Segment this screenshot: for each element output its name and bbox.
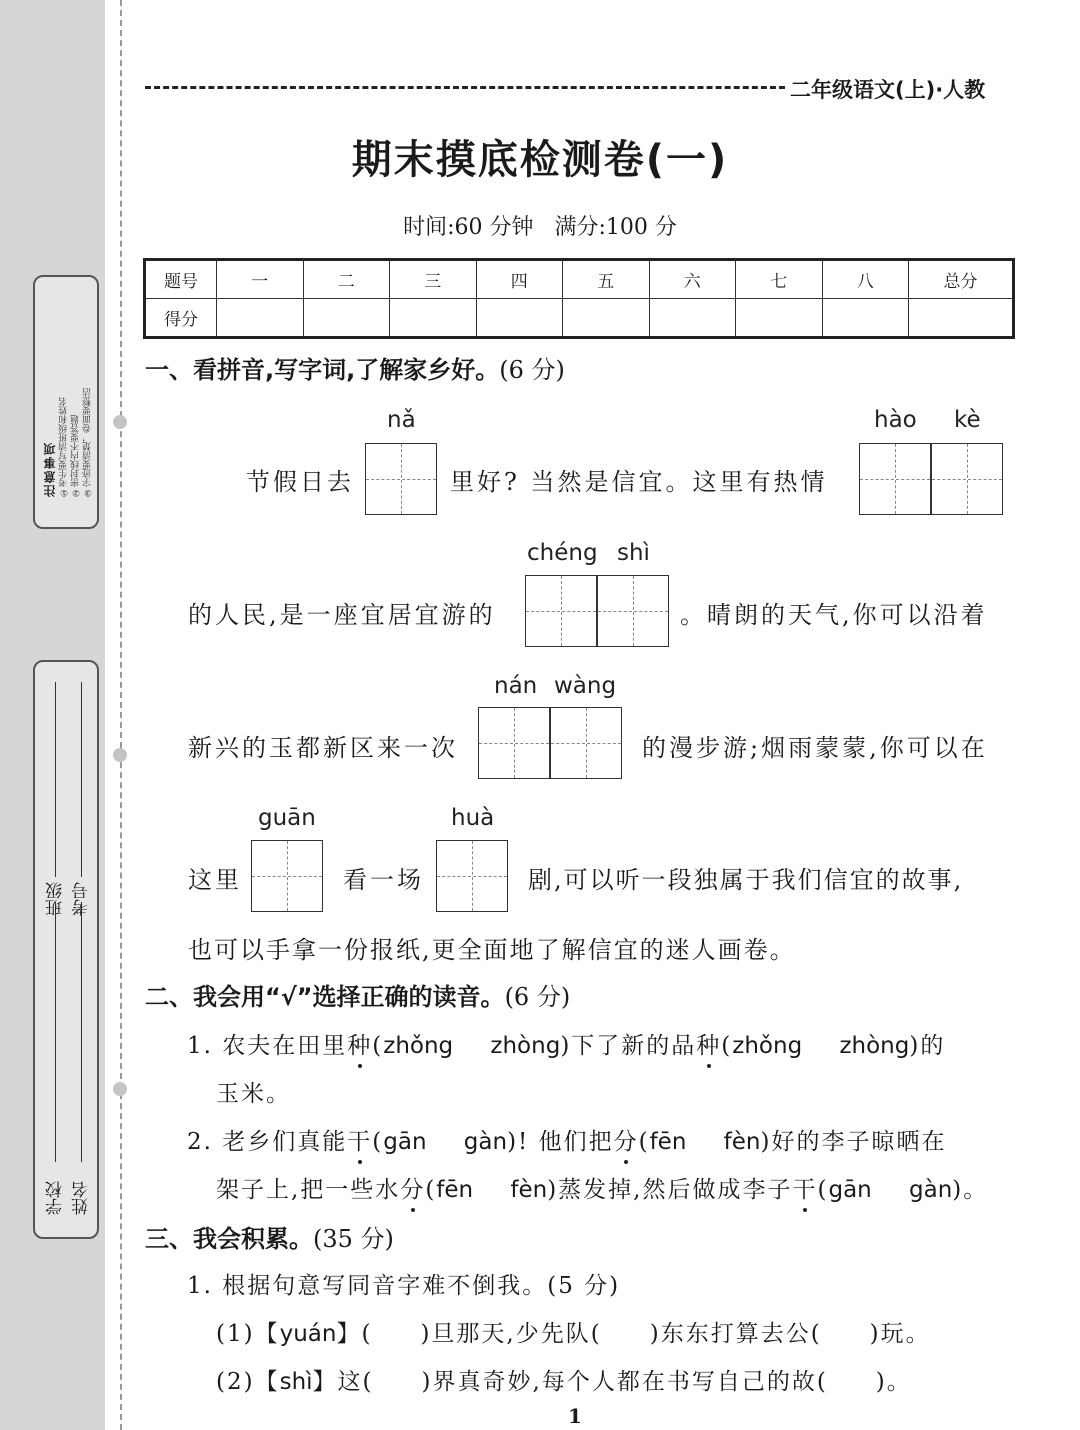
table-cell: 四 (476, 260, 563, 299)
page-number: 1 (568, 1404, 582, 1428)
header-dash-line (145, 86, 785, 89)
question-text: )。 (875, 1369, 912, 1395)
page-title: 期末摸底检测卷(一) (351, 137, 729, 183)
section-1-heading (145, 350, 565, 385)
paren: ( (721, 1033, 733, 1059)
question-2-2-line-1: 2. 老乡们真能干(gān gàn)! 他们把分(fēn fèn)好的李子晾晒在 (187, 1123, 946, 1156)
question-3-1-item-2 (216, 1363, 912, 1396)
pinyin: kè (954, 407, 981, 433)
passage-text: 。晴朗的天气,你可以沿着 (680, 601, 988, 629)
question-text: (2)【 (216, 1369, 280, 1395)
exam-number-line[interactable] (81, 682, 82, 877)
question-text: )。 (952, 1177, 989, 1203)
dotted-character: 干 (347, 1123, 372, 1156)
writing-grid[interactable] (597, 575, 669, 647)
seal-dot (113, 748, 127, 762)
dotted-character: 种 (347, 1027, 372, 1060)
question-text: )蒸发掉,然后做成李子 (547, 1177, 793, 1203)
table-cell: 总分 (909, 260, 1014, 299)
notice-item: ③字迹要清楚，卷面要整洁 (83, 388, 93, 497)
question-text: )东东打算去公( (649, 1321, 822, 1347)
score-cell[interactable] (736, 299, 823, 338)
passage-text: 这里 (188, 866, 242, 894)
pinyin: chéng (527, 540, 598, 566)
score-cell[interactable] (303, 299, 390, 338)
writing-grid[interactable] (365, 443, 437, 515)
score-cell[interactable] (563, 299, 650, 338)
question-text: )好的李子晾晒在 (760, 1129, 947, 1155)
question-text: )旦那天,少先队( (420, 1321, 602, 1347)
pinyin-option[interactable]: fēn (436, 1177, 474, 1203)
seal-dot (113, 415, 127, 429)
exam-info: 时间:60 分钟 满分:100 分 (403, 215, 677, 240)
pinyin: nǎ (387, 407, 416, 433)
paren: ( (372, 1033, 384, 1059)
passage-text: 也可以手拿一份报纸,更全面地了解信宜的迷人画卷。 (188, 936, 796, 964)
passage-text: 里好? 当然是信宜。这里有热情 (450, 468, 828, 496)
passage-text: 的人民,是一座宜居宜游的 (188, 601, 496, 629)
pinyin: shì (279, 1369, 313, 1395)
pinyin-option[interactable]: gān (383, 1129, 427, 1155)
pinyin-option[interactable]: zhǒng (383, 1033, 454, 1059)
pinyin-option[interactable]: zhòng (490, 1033, 561, 1059)
writing-grid[interactable] (525, 575, 597, 647)
score-cell[interactable] (649, 299, 736, 338)
section-2-heading (145, 977, 570, 1012)
school-line[interactable] (55, 902, 56, 1162)
passage-text: 新兴的玉都新区来一次 (188, 734, 458, 762)
passage-text: 剧,可以听一段独属于我们信宜的故事, (528, 866, 964, 894)
question-text: (1)【 (216, 1321, 280, 1347)
pinyin: wàng (554, 673, 617, 699)
notice-item: ②密封线内不要答题 (71, 415, 81, 497)
class-line[interactable] (55, 682, 56, 877)
passage-text: 的漫步游;烟雨蒙蒙,你可以在 (642, 734, 988, 762)
table-cell: 一 (217, 260, 304, 299)
grade-label: 二年级语文(上)·人教 (790, 78, 986, 102)
school-label: 学校 (46, 1181, 66, 1215)
question-3-1-item-1 (216, 1315, 931, 1348)
pinyin: nán (494, 673, 538, 699)
notice-item: ①考生要写清班级和姓名 (59, 397, 69, 497)
name-line[interactable] (81, 902, 82, 1162)
exam-number-label: 考号 (72, 882, 92, 916)
pinyin: hào (874, 407, 917, 433)
table-cell: 八 (822, 260, 909, 299)
section-points: (35 分) (313, 1225, 394, 1253)
section-points: (6 分) (499, 356, 565, 384)
student-info-box (33, 660, 99, 1239)
question-2-1-line-2: 玉米。 (216, 1081, 291, 1107)
pinyin-option[interactable]: fèn (723, 1129, 761, 1155)
section-title: 三、我会积累。 (145, 1225, 313, 1253)
dotted-character: 分 (614, 1123, 639, 1156)
pinyin: huà (451, 805, 495, 831)
question-text: 架子上,把一些水 (216, 1177, 401, 1203)
dotted-character: 种 (696, 1027, 721, 1060)
score-cell[interactable] (909, 299, 1014, 338)
writing-grid[interactable] (859, 443, 931, 515)
question-text: 】( (336, 1321, 373, 1347)
question-3-1: 1. 根据句意写同音字难不倒我。(5 分) (187, 1273, 621, 1299)
class-label: 班级 (46, 882, 66, 916)
pinyin-option[interactable]: fèn (510, 1177, 548, 1203)
question-text: )下了新的品 (560, 1033, 697, 1059)
pinyin-option[interactable]: zhǒng (732, 1033, 803, 1059)
table-cell: 题号 (145, 260, 217, 299)
question-text: )! 他们把 (507, 1129, 614, 1155)
section-title: 一、看拼音,写字词,了解家乡好。 (145, 356, 500, 384)
question-2-1-line-1 (187, 1027, 945, 1060)
passage-text: 节假日去 (246, 468, 354, 496)
pinyin: shì (617, 540, 650, 566)
table-cell: 六 (649, 260, 736, 299)
score-cell[interactable] (217, 299, 304, 338)
score-cell[interactable] (476, 299, 563, 338)
writing-grid[interactable] (550, 707, 622, 779)
table-cell: 三 (390, 260, 477, 299)
pinyin-option[interactable]: gān (828, 1177, 872, 1203)
name-label: 姓名 (72, 1181, 92, 1215)
question-text: )界真奇妙,每个人都在书写自己的故( (421, 1369, 828, 1395)
writing-grid[interactable] (436, 840, 508, 912)
writing-grid[interactable] (478, 707, 550, 779)
seal-dot (113, 1082, 127, 1096)
question-text: )玩。 (869, 1321, 931, 1347)
notice-title: 注意事项 (43, 441, 57, 497)
question-text: 】这( (312, 1369, 374, 1395)
writing-grid[interactable] (251, 840, 323, 912)
section-3-heading (145, 1219, 394, 1254)
section-title: 二、我会用“√”选择正确的读音。 (145, 983, 505, 1011)
question-text: 1. 农夫在田里 (187, 1033, 348, 1059)
table-cell: 五 (563, 260, 650, 299)
question-text: )的 (909, 1033, 946, 1059)
score-cell[interactable] (822, 299, 909, 338)
table-cell: 得分 (145, 299, 217, 338)
question-number-row (145, 260, 1014, 299)
table-cell: 七 (736, 260, 823, 299)
pinyin: guān (258, 805, 316, 831)
question-text: 2. 老乡们真能 (187, 1129, 348, 1155)
question-2-2-line-2: 架子上,把一些水分(fēn fèn)蒸发掉,然后做成李子干(gān gàn)。 (216, 1171, 988, 1204)
pinyin-option[interactable]: gàn (909, 1177, 953, 1203)
score-table (143, 258, 1015, 339)
pinyin: yuán (279, 1321, 337, 1347)
dotted-character: 分 (400, 1171, 425, 1204)
writing-grid[interactable] (931, 443, 1003, 515)
table-cell: 二 (303, 260, 390, 299)
score-cell[interactable] (390, 299, 477, 338)
dotted-character: 干 (793, 1171, 818, 1204)
pinyin-option[interactable]: zhòng (839, 1033, 910, 1059)
section-points: (6 分) (504, 983, 571, 1011)
pinyin-option[interactable]: gàn (463, 1129, 508, 1155)
score-row (145, 299, 1014, 338)
pinyin-option[interactable]: fēn (649, 1129, 687, 1155)
passage-text: 看一场 (343, 866, 424, 894)
notice-box (33, 275, 99, 529)
